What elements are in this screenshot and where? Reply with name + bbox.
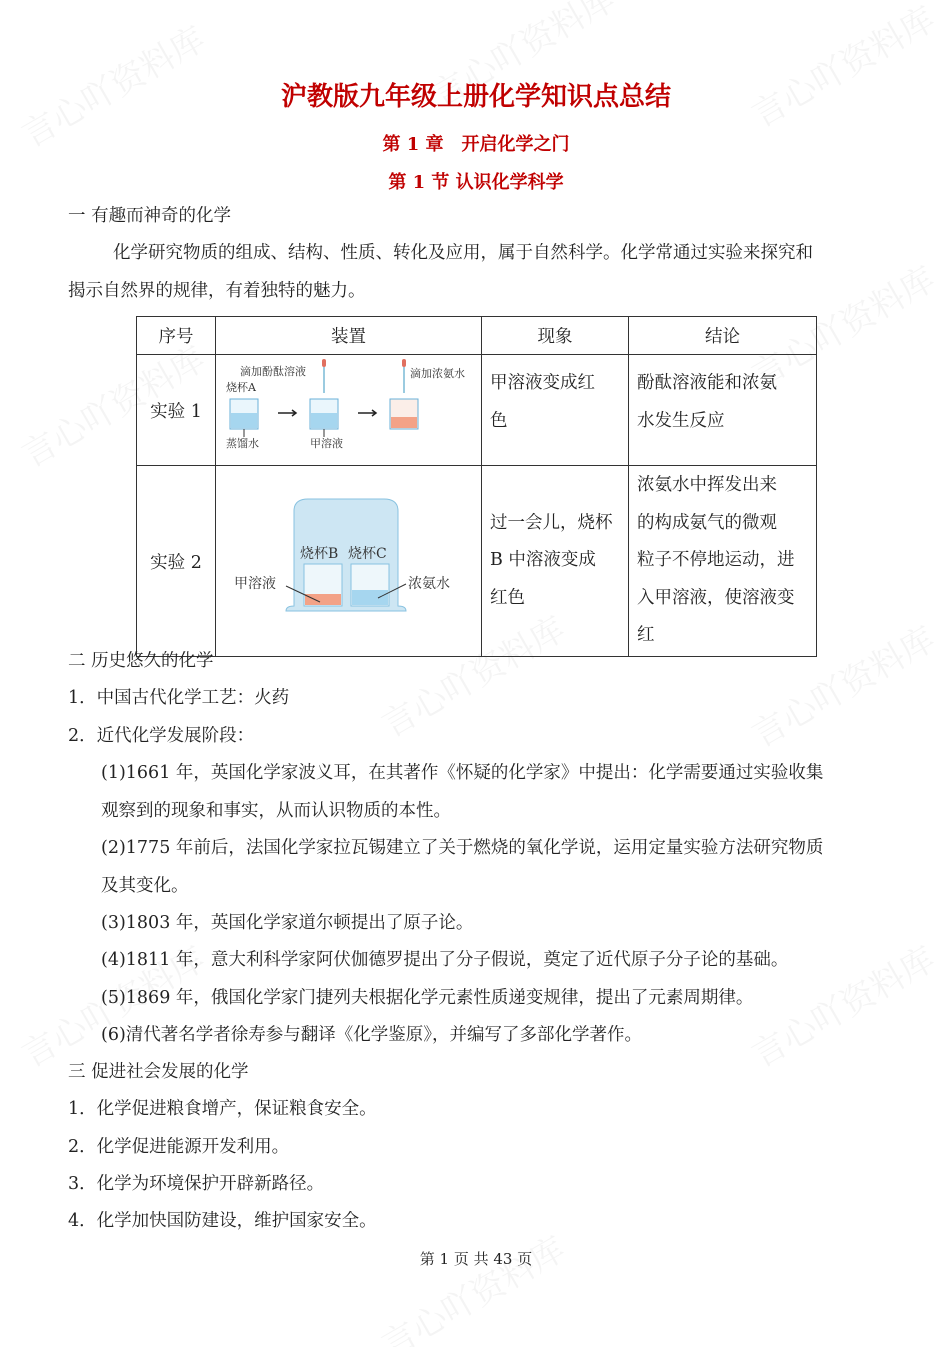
cell-line: 的构成氨气的微观 (637, 512, 777, 533)
table-header-row (137, 317, 817, 355)
diagram-label: 烧杯C (348, 546, 387, 562)
table-row (137, 466, 817, 657)
history-line: (5)1869 年，俄国化学家门捷列夫根据化学元素性质递变规律，提出了元素周期律。 (101, 988, 754, 1008)
part1-heading: 一 有趣而神奇的化学 (68, 206, 232, 226)
experiment-table (136, 316, 817, 657)
cell-line: 甲溶液变成红 (490, 373, 595, 393)
table-row (137, 355, 817, 466)
header-cell: 现象 (482, 317, 629, 355)
history-line: (3)1803 年，英国化学家道尔顿提出了原子论。 (101, 913, 474, 933)
arrow-icon (278, 410, 296, 416)
diagram-label: 滴加浓氨水 (410, 367, 465, 380)
list-item: 4．化学加快国防建设，维护国家安全。 (68, 1211, 377, 1231)
cell-line: 入甲溶液，使溶液变 (637, 587, 795, 608)
apparatus-diagram-2 (216, 466, 482, 657)
diagram-label: 蒸馏水 (226, 437, 259, 450)
conclusion-cell (629, 355, 817, 466)
list-item: 1．中国古代化学工艺：火药 (68, 688, 290, 708)
header-cell: 结论 (629, 317, 817, 355)
arrow-icon (358, 410, 376, 416)
history-line: (1)1661 年，英国化学家波义耳，在其著作《怀疑的化学家》中提出：化学需要通过实验收集 (101, 763, 824, 783)
cell-line: 红色 (490, 587, 525, 608)
paragraph-line: 化学研究物质的组成、结构、性质、转化及应用，属于自然科学。化学常通过实验来探究和 (113, 243, 813, 263)
chapter-heading: 第 1 章 开启化学之门 (382, 134, 570, 155)
document-title: 沪教版九年级上册化学知识点总结 (280, 82, 671, 112)
watermark (371, 1222, 572, 1347)
section-heading: 第 1 节 认识化学科学 (388, 172, 564, 193)
diagram-label: 烧杯B (300, 546, 339, 562)
diagram-label: 烧杯A (226, 381, 256, 394)
list-item: 2．化学促进能源开发利用。 (68, 1137, 290, 1157)
page-footer: 第 1 页 共 43 页 (419, 1250, 533, 1268)
phenomenon-cell (482, 466, 629, 657)
list-item: 3．化学为环境保护开辟新路径。 (68, 1174, 325, 1194)
experiment-id: 实验 1 (137, 355, 216, 466)
history-line: (4)1811 年，意大利科学家阿伏伽德罗提出了分子假说，奠定了近代原子分子论的基础。 (101, 950, 789, 970)
diagram-label: 甲溶液 (310, 437, 343, 450)
beaker-icon (310, 399, 338, 429)
cell-line: 浓氨水中挥发出来 (637, 475, 777, 496)
beaker-sequence-diagram (216, 355, 481, 460)
cell-line: 粒子不停地运动，进 (637, 550, 795, 571)
history-line: (2)1775 年前后，法国化学家拉瓦锡建立了关于燃烧的氧化学说，运用定量实验方法研究物质 (101, 838, 824, 858)
beaker-icon (230, 399, 258, 429)
cell-line: 色 (490, 410, 508, 431)
cell-line: 水发生反应 (637, 410, 725, 431)
dropper-icon (402, 359, 406, 393)
conclusion-cell (629, 466, 817, 657)
experiment-id: 实验 2 (137, 466, 216, 657)
apparatus-diagram-1 (216, 355, 482, 466)
cell-line: B 中溶液变成 (490, 550, 596, 571)
cell-line: 过一会儿，烧杯 (490, 512, 613, 533)
dropper-icon (322, 359, 326, 393)
diagram-label: 甲溶液 (234, 576, 276, 592)
list-item: 1．化学促进粮食增产，保证粮食安全。 (68, 1099, 377, 1119)
cell-line: 酚酞溶液能和浓氨 (637, 373, 777, 393)
history-line: 观察到的现象和事实，从而认识物质的本性。 (101, 801, 451, 821)
part3-heading: 三 促进社会发展的化学 (68, 1062, 249, 1082)
list-item: 2．近代化学发展阶段： (68, 726, 255, 746)
diagram-label: 浓氨水 (408, 576, 450, 592)
diagram-label: 滴加酚酞溶液 (240, 365, 306, 378)
header-cell: 序号 (137, 317, 216, 355)
header-cell: 装置 (216, 317, 482, 355)
history-line: 及其变化。 (101, 876, 189, 896)
phenomenon-cell (482, 355, 629, 466)
history-line: (6)清代著名学者徐寿参与翻译《化学鉴原》，并编写了多部化学著作。 (101, 1025, 643, 1045)
cell-line: 红 (637, 625, 655, 646)
beaker-icon (390, 399, 418, 429)
bell-jar-diagram (216, 466, 481, 651)
watermark (741, 0, 942, 137)
part2-heading: 二 历史悠久的化学 (68, 651, 214, 671)
paragraph-line: 揭示自然界的规律，有着独特的魅力。 (68, 281, 366, 301)
